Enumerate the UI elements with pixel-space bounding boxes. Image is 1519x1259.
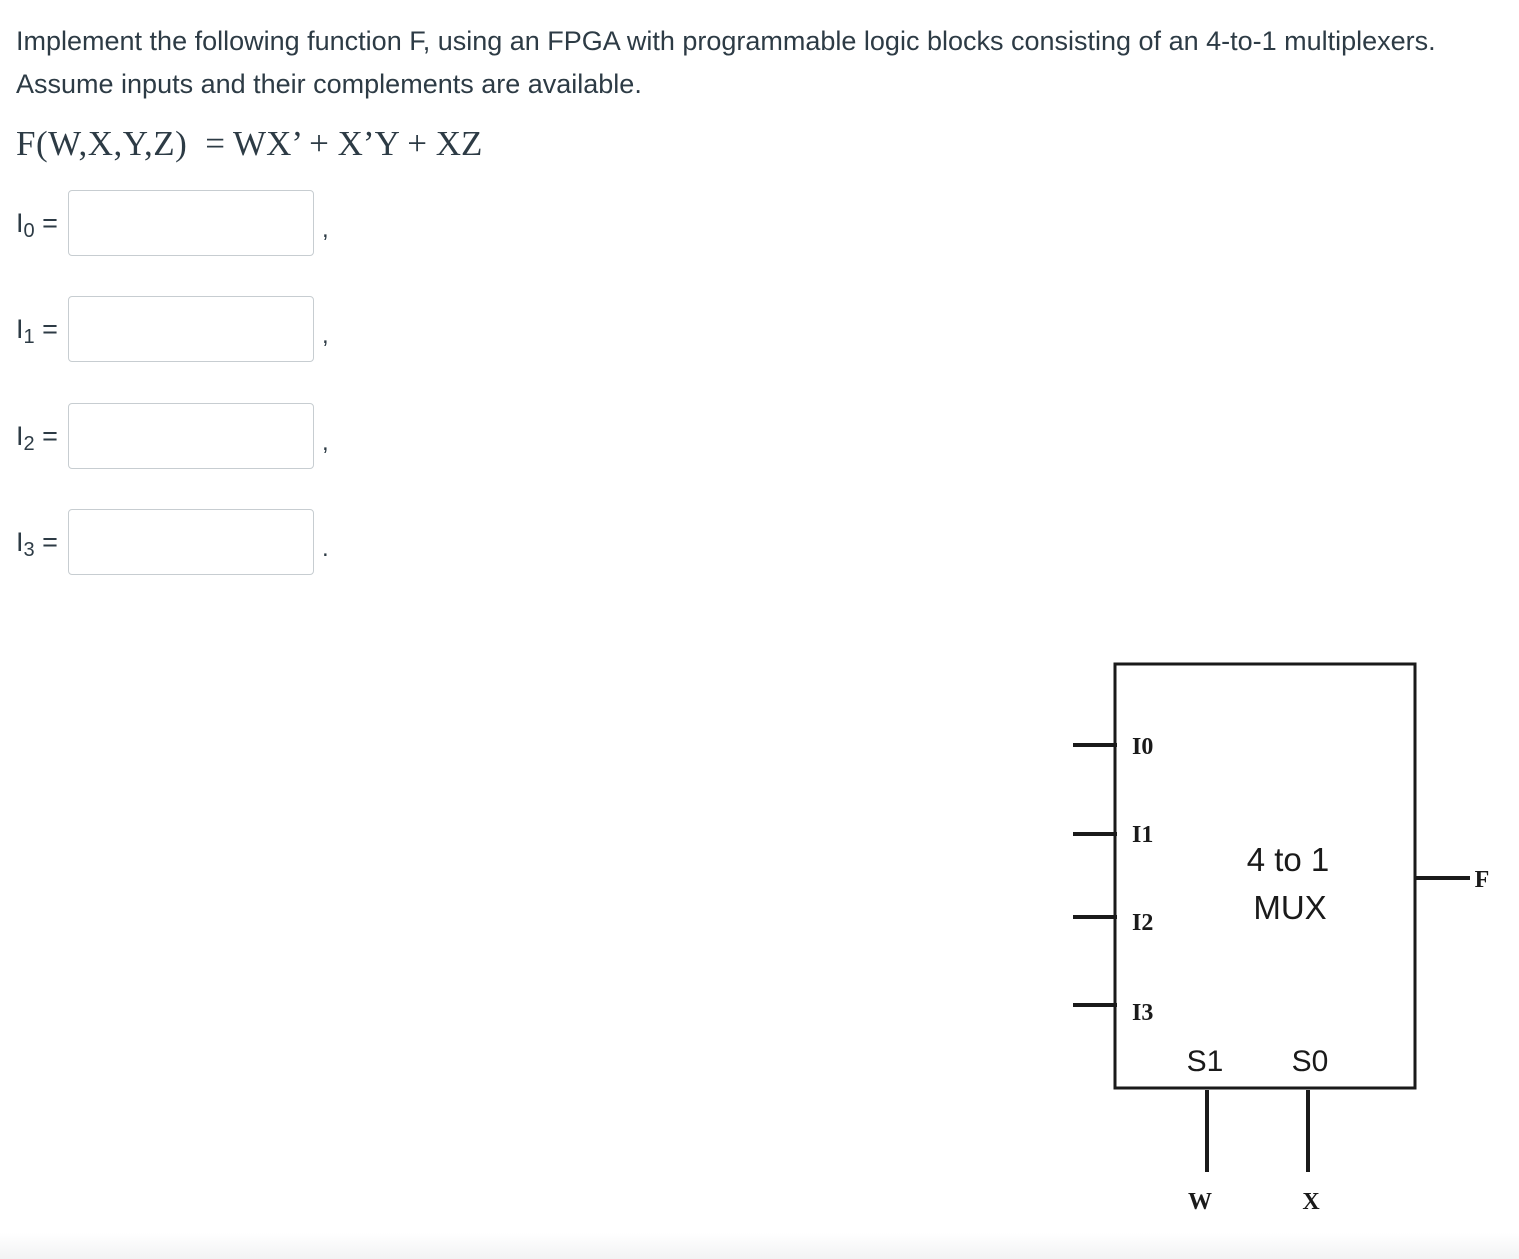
answer-label-i1: $I_1$ = bbox=[16, 314, 58, 348]
i0-answer-input[interactable] bbox=[68, 190, 314, 256]
answer-row-i2 bbox=[16, 403, 356, 469]
formula-equals: = bbox=[205, 124, 226, 163]
answer-label-i0: $I_0$ = bbox=[16, 208, 58, 242]
mux-title-line1: 4 to 1 bbox=[1246, 841, 1330, 878]
formula-rhs: WX’ + X’Y + XZ bbox=[233, 124, 483, 163]
mux-select-label-s0: S0 bbox=[1291, 1045, 1329, 1078]
output-label: F bbox=[1474, 867, 1490, 893]
answer-punct-i2: , bbox=[322, 429, 329, 456]
mux-input-label-i2: I2 bbox=[1132, 910, 1154, 936]
s0-signal-label: X bbox=[1302, 1189, 1320, 1215]
i1-answer-input[interactable] bbox=[68, 296, 314, 362]
function-formula bbox=[16, 124, 482, 164]
answer-label-i2: $I_2$ = bbox=[16, 421, 58, 455]
question-text: Implement the following function F, using an FPGA with programmable logic blocks consisting of an 4-to-1 multiplexers. Assume inputs and their complements are available. bbox=[16, 26, 1436, 99]
answer-row-i3 bbox=[16, 509, 356, 575]
s1-signal-label: W bbox=[1188, 1189, 1212, 1215]
i3-answer-input[interactable] bbox=[68, 509, 314, 575]
formula-lhs: F(W,X,Y,Z) bbox=[16, 124, 188, 163]
mux-input-label-i3: I3 bbox=[1132, 1000, 1154, 1026]
answer-row-i1 bbox=[16, 296, 356, 362]
answer-label-i3: $I_3$ = bbox=[16, 527, 58, 561]
answer-row-i0 bbox=[16, 190, 356, 256]
answer-punct-i0: , bbox=[322, 216, 329, 243]
answer-punct-i3: . bbox=[322, 535, 329, 562]
mux-input-label-i1: I1 bbox=[1132, 822, 1154, 848]
mux-input-label-i0: I0 bbox=[1132, 734, 1154, 760]
mux-select-label-s1: S1 bbox=[1186, 1045, 1224, 1078]
mux-diagram bbox=[1060, 650, 1510, 1220]
bottom-fade bbox=[0, 1233, 1519, 1259]
i2-answer-input[interactable] bbox=[68, 403, 314, 469]
answer-punct-i1: , bbox=[322, 322, 329, 349]
mux-title-line2: MUX bbox=[1253, 889, 1327, 926]
